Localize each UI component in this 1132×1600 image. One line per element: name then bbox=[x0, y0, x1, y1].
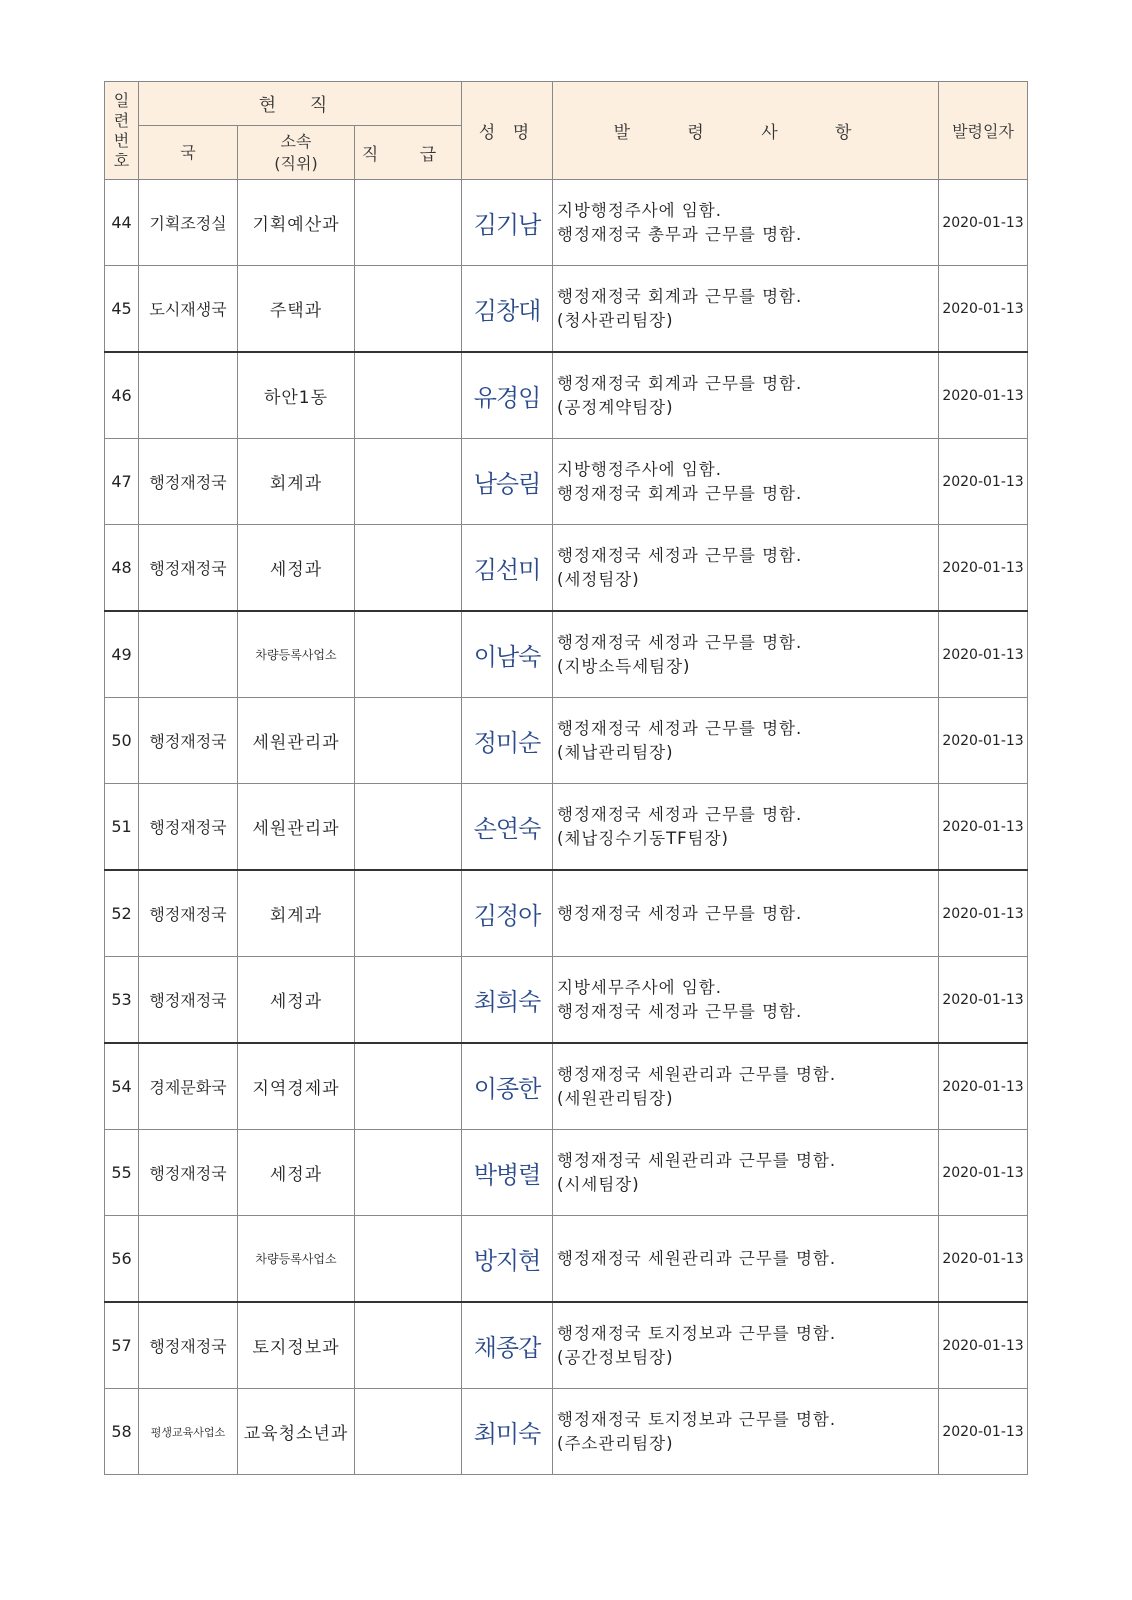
action-line-1: 행정재정국 회계과 근무를 명함. bbox=[557, 373, 803, 393]
cell-action bbox=[553, 266, 939, 353]
cell-dept: 주택과 bbox=[238, 266, 355, 353]
table-row bbox=[105, 957, 1028, 1044]
cell-name: 채종갑 bbox=[462, 1302, 553, 1389]
cell-action bbox=[553, 784, 939, 871]
cell-dept: 하안1동 bbox=[238, 352, 355, 439]
action-line-1: 지방세무주사에 임함. bbox=[557, 977, 722, 997]
header-rank: 직 급 bbox=[355, 126, 462, 180]
cell-action bbox=[553, 698, 939, 784]
action-line-2: (시세팀장) bbox=[557, 1174, 640, 1194]
cell-name: 김정아 bbox=[462, 870, 553, 957]
cell-bureau: 행정재정국 bbox=[139, 1302, 238, 1389]
cell-rank bbox=[355, 698, 462, 784]
cell-rank bbox=[355, 957, 462, 1044]
action-line-2: (체납관리팀장) bbox=[557, 742, 674, 762]
action-line-2: 행정재정국 세정과 근무를 명함. bbox=[557, 1001, 803, 1021]
action-line-2: (체납징수기동TF팀장) bbox=[557, 828, 729, 848]
cell-dept: 세정과 bbox=[238, 525, 355, 612]
cell-date: 2020-01-13 bbox=[939, 1043, 1028, 1130]
cell-dept: 세원관리과 bbox=[238, 698, 355, 784]
cell-action bbox=[553, 957, 939, 1044]
cell-name: 유경임 bbox=[462, 352, 553, 439]
action-line-2: (공간정보팀장) bbox=[557, 1347, 674, 1367]
cell-no: 47 bbox=[105, 439, 139, 525]
cell-rank bbox=[355, 784, 462, 871]
action-line-2: 행정재정국 회계과 근무를 명함. bbox=[557, 483, 803, 503]
cell-date: 2020-01-13 bbox=[939, 870, 1028, 957]
action-line-2: (청사관리팀장) bbox=[557, 310, 674, 330]
cell-no: 50 bbox=[105, 698, 139, 784]
action-line-1: 행정재정국 세정과 근무를 명함. bbox=[557, 804, 803, 824]
cell-action bbox=[553, 1043, 939, 1130]
cell-rank bbox=[355, 180, 462, 266]
cell-name: 김기남 bbox=[462, 180, 553, 266]
header-current-position: 현 직 bbox=[139, 82, 462, 126]
action-line-2: (지방소득세팀장) bbox=[557, 656, 691, 676]
cell-bureau: 행정재정국 bbox=[139, 698, 238, 784]
cell-name: 남승림 bbox=[462, 439, 553, 525]
action-line-1: 행정재정국 세원관리과 근무를 명함. bbox=[557, 1150, 837, 1170]
cell-rank bbox=[355, 1216, 462, 1303]
action-line-1: 행정재정국 세정과 근무를 명함. bbox=[557, 903, 803, 923]
table-row bbox=[105, 352, 1028, 439]
action-line-1: 행정재정국 세정과 근무를 명함. bbox=[557, 718, 803, 738]
cell-name: 방지현 bbox=[462, 1216, 553, 1303]
cell-no: 54 bbox=[105, 1043, 139, 1130]
table-row bbox=[105, 180, 1028, 266]
cell-bureau bbox=[139, 352, 238, 439]
action-line-1: 행정재정국 세정과 근무를 명함. bbox=[557, 632, 803, 652]
table-row bbox=[105, 611, 1028, 698]
cell-bureau: 행정재정국 bbox=[139, 439, 238, 525]
action-line-2: (공정계약팀장) bbox=[557, 397, 674, 417]
cell-rank bbox=[355, 1130, 462, 1216]
table-row bbox=[105, 1216, 1028, 1303]
cell-action bbox=[553, 352, 939, 439]
action-line-1: 행정재정국 회계과 근무를 명함. bbox=[557, 286, 803, 306]
cell-date: 2020-01-13 bbox=[939, 957, 1028, 1044]
header-dept-line1: 소속 bbox=[280, 131, 312, 151]
cell-action bbox=[553, 439, 939, 525]
cell-no: 58 bbox=[105, 1389, 139, 1475]
table-row bbox=[105, 525, 1028, 612]
header-action: 발 령 사 항 bbox=[553, 82, 939, 180]
cell-date: 2020-01-13 bbox=[939, 1389, 1028, 1475]
cell-no: 46 bbox=[105, 352, 139, 439]
cell-dept: 회계과 bbox=[238, 439, 355, 525]
table-row bbox=[105, 1130, 1028, 1216]
cell-bureau bbox=[139, 611, 238, 698]
cell-dept: 세정과 bbox=[238, 1130, 355, 1216]
cell-action bbox=[553, 525, 939, 612]
cell-dept: 교육청소년과 bbox=[238, 1389, 355, 1475]
action-line-1: 행정재정국 세정과 근무를 명함. bbox=[557, 545, 803, 565]
cell-date: 2020-01-13 bbox=[939, 352, 1028, 439]
cell-dept: 차량등록사업소 bbox=[238, 1216, 355, 1303]
action-line-1: 지방행정주사에 임함. bbox=[557, 200, 722, 220]
cell-dept: 세원관리과 bbox=[238, 784, 355, 871]
cell-bureau: 기획조정실 bbox=[139, 180, 238, 266]
action-line-1: 행정재정국 세원관리과 근무를 명함. bbox=[557, 1064, 837, 1084]
cell-no: 53 bbox=[105, 957, 139, 1044]
cell-dept: 토지정보과 bbox=[238, 1302, 355, 1389]
cell-date: 2020-01-13 bbox=[939, 180, 1028, 266]
header-date: 발령일자 bbox=[939, 82, 1028, 180]
cell-name: 이종한 bbox=[462, 1043, 553, 1130]
cell-action bbox=[553, 180, 939, 266]
cell-date: 2020-01-13 bbox=[939, 1130, 1028, 1216]
cell-name: 정미순 bbox=[462, 698, 553, 784]
header-serial: 일련번호 bbox=[105, 82, 139, 180]
table-row bbox=[105, 439, 1028, 525]
cell-name: 손연숙 bbox=[462, 784, 553, 871]
header-dept-line2: (직위) bbox=[274, 153, 318, 173]
action-line-1: 행정재정국 세원관리과 근무를 명함. bbox=[557, 1248, 837, 1268]
cell-name: 이남숙 bbox=[462, 611, 553, 698]
cell-name: 김창대 bbox=[462, 266, 553, 353]
cell-no: 45 bbox=[105, 266, 139, 353]
cell-date: 2020-01-13 bbox=[939, 611, 1028, 698]
cell-no: 51 bbox=[105, 784, 139, 871]
cell-no: 52 bbox=[105, 870, 139, 957]
cell-name: 김선미 bbox=[462, 525, 553, 612]
cell-name: 최희숙 bbox=[462, 957, 553, 1044]
cell-date: 2020-01-13 bbox=[939, 525, 1028, 612]
cell-bureau: 행정재정국 bbox=[139, 784, 238, 871]
cell-bureau: 도시재생국 bbox=[139, 266, 238, 353]
cell-rank bbox=[355, 266, 462, 353]
table-row bbox=[105, 1043, 1028, 1130]
cell-date: 2020-01-13 bbox=[939, 1216, 1028, 1303]
action-line-1: 행정재정국 토지정보과 근무를 명함. bbox=[557, 1323, 837, 1343]
cell-rank bbox=[355, 525, 462, 612]
cell-date: 2020-01-13 bbox=[939, 1302, 1028, 1389]
cell-bureau bbox=[139, 1216, 238, 1303]
cell-bureau: 행정재정국 bbox=[139, 525, 238, 612]
action-line-1: 지방행정주사에 임함. bbox=[557, 459, 722, 479]
cell-rank bbox=[355, 870, 462, 957]
cell-no: 57 bbox=[105, 1302, 139, 1389]
cell-action bbox=[553, 1216, 939, 1303]
cell-no: 44 bbox=[105, 180, 139, 266]
cell-dept: 차량등록사업소 bbox=[238, 611, 355, 698]
cell-dept: 세정과 bbox=[238, 957, 355, 1044]
table-row bbox=[105, 1389, 1028, 1475]
cell-date: 2020-01-13 bbox=[939, 698, 1028, 784]
cell-name: 박병렬 bbox=[462, 1130, 553, 1216]
table-row bbox=[105, 1302, 1028, 1389]
cell-rank bbox=[355, 611, 462, 698]
cell-rank bbox=[355, 1302, 462, 1389]
action-line-2: (세원관리팀장) bbox=[557, 1088, 674, 1108]
cell-action bbox=[553, 1302, 939, 1389]
cell-no: 49 bbox=[105, 611, 139, 698]
cell-rank bbox=[355, 1043, 462, 1130]
cell-date: 2020-01-13 bbox=[939, 784, 1028, 871]
table-row bbox=[105, 784, 1028, 871]
cell-action bbox=[553, 1389, 939, 1475]
cell-bureau: 행정재정국 bbox=[139, 957, 238, 1044]
cell-rank bbox=[355, 352, 462, 439]
action-line-2: (세정팀장) bbox=[557, 569, 640, 589]
cell-dept: 지역경제과 bbox=[238, 1043, 355, 1130]
cell-rank bbox=[355, 1389, 462, 1475]
cell-action bbox=[553, 611, 939, 698]
cell-action bbox=[553, 1130, 939, 1216]
appointment-table bbox=[104, 81, 1028, 1475]
cell-action bbox=[553, 870, 939, 957]
cell-date: 2020-01-13 bbox=[939, 266, 1028, 353]
table-row bbox=[105, 698, 1028, 784]
cell-bureau: 평생교육사업소 bbox=[139, 1389, 238, 1475]
header-dept bbox=[238, 126, 355, 180]
cell-dept: 회계과 bbox=[238, 870, 355, 957]
cell-bureau: 행정재정국 bbox=[139, 1130, 238, 1216]
cell-no: 56 bbox=[105, 1216, 139, 1303]
cell-rank bbox=[355, 439, 462, 525]
cell-no: 48 bbox=[105, 525, 139, 612]
table-row bbox=[105, 870, 1028, 957]
cell-date: 2020-01-13 bbox=[939, 439, 1028, 525]
action-line-1: 행정재정국 토지정보과 근무를 명함. bbox=[557, 1409, 837, 1429]
cell-dept: 기획예산과 bbox=[238, 180, 355, 266]
cell-bureau: 경제문화국 bbox=[139, 1043, 238, 1130]
table-row bbox=[105, 266, 1028, 353]
action-line-2: (주소관리팀장) bbox=[557, 1433, 674, 1453]
header-bureau: 국 bbox=[139, 126, 238, 180]
cell-bureau: 행정재정국 bbox=[139, 870, 238, 957]
cell-name: 최미숙 bbox=[462, 1389, 553, 1475]
cell-no: 55 bbox=[105, 1130, 139, 1216]
action-line-2: 행정재정국 총무과 근무를 명함. bbox=[557, 224, 803, 244]
header-name: 성 명 bbox=[462, 82, 553, 180]
